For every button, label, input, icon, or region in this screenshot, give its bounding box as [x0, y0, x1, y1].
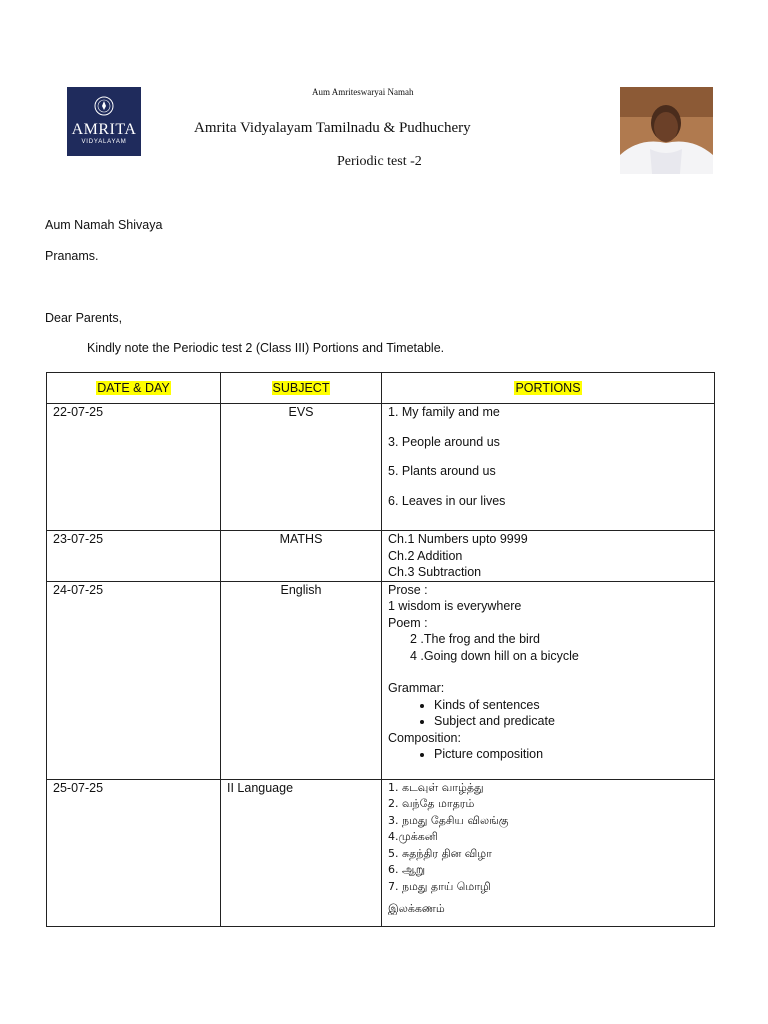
- table-header-row: [47, 373, 715, 404]
- list-item: • Kinds of sentences: [434, 697, 714, 714]
- portion-item: 6. ஆறு: [388, 863, 426, 876]
- table-row: [47, 581, 715, 779]
- table-row: [47, 531, 715, 582]
- portions-cell: [382, 531, 715, 582]
- portion-item: 7. நமது தாய் மொழி: [388, 879, 491, 893]
- prose-label: Prose :: [388, 582, 428, 597]
- grammar-list: [388, 697, 714, 730]
- header-date: DATE & DAY: [47, 373, 221, 404]
- date-cell: 22-07-25: [47, 404, 221, 531]
- portion-item: 2 .The frog and the bird: [410, 632, 540, 646]
- portions-cell: [382, 581, 715, 779]
- header-subject: SUBJECT: [221, 373, 382, 404]
- table-row: [47, 779, 715, 926]
- list-item: • Picture composition: [434, 746, 714, 763]
- greeting-text: Aum Namah Shivaya: [45, 218, 163, 232]
- school-title: Amrita Vidyalayam Tamilnadu & Pudhuchery: [194, 120, 471, 136]
- subject-cell: English: [221, 581, 382, 779]
- portion-item: 4 .Going down hill on a bicycle: [410, 648, 579, 663]
- composition-label: Composition:: [388, 730, 461, 745]
- header-portions: PORTIONS: [382, 373, 715, 404]
- list-item: • Subject and predicate: [434, 713, 714, 730]
- guru-portrait-photo: [620, 87, 713, 174]
- portion-item: 5. சுதந்திர தின விழா: [388, 846, 492, 860]
- date-cell: 24-07-25: [47, 581, 221, 779]
- portions-cell: [382, 779, 715, 926]
- grammar-label: இலக்கணம்: [388, 902, 445, 915]
- portion-item: 3. நமது தேசிய விலங்கு: [388, 813, 509, 827]
- invocation-text: Aum Amriteswaryai Namah: [312, 87, 414, 97]
- subject-cell: II Language: [221, 779, 382, 926]
- school-logo: [67, 87, 141, 156]
- portion-item: 6. Leaves in our lives: [388, 493, 506, 508]
- portion-item: 4.முக்கனி: [388, 830, 438, 843]
- test-title: Periodic test -2: [337, 154, 422, 169]
- portion-item: 1 wisdom is everywhere: [388, 599, 522, 613]
- portion-item: 3. People around us: [388, 434, 500, 449]
- poem-label: Poem :: [388, 615, 428, 630]
- salutation-text: Dear Parents,: [45, 311, 123, 325]
- grammar-label: Grammar:: [388, 681, 445, 695]
- portrait-image-icon: [620, 87, 713, 174]
- logo-name-line2: VIDYALAYAM: [81, 139, 127, 145]
- intro-text: Kindly note the Periodic test 2 (Class III) Portions and Timetable.: [87, 341, 445, 355]
- portion-item: Ch.3 Subtraction: [388, 565, 482, 579]
- portion-item: 1. My family and me: [388, 405, 500, 419]
- composition-list: [388, 746, 714, 763]
- lamp-emblem-icon: [94, 96, 114, 116]
- portion-item: 1. கடவுள் வாழ்த்து: [388, 780, 484, 794]
- portion-item: Ch.2 Addition: [388, 548, 463, 563]
- portion-item: 5. Plants around us: [388, 464, 496, 478]
- date-cell: 23-07-25: [47, 531, 221, 582]
- subject-cell: EVS: [221, 404, 382, 531]
- table-row: [47, 404, 715, 531]
- portion-item: Ch.1 Numbers upto 9999: [388, 532, 528, 546]
- subject-cell: MATHS: [221, 531, 382, 582]
- portions-cell: [382, 404, 715, 531]
- pranams-text: Pranams.: [45, 249, 99, 263]
- date-cell: 25-07-25: [47, 779, 221, 926]
- timetable: [46, 372, 715, 927]
- logo-name-line1: AMRITA: [71, 121, 137, 138]
- portion-item: 2. வந்தே மாதரம்: [388, 797, 475, 810]
